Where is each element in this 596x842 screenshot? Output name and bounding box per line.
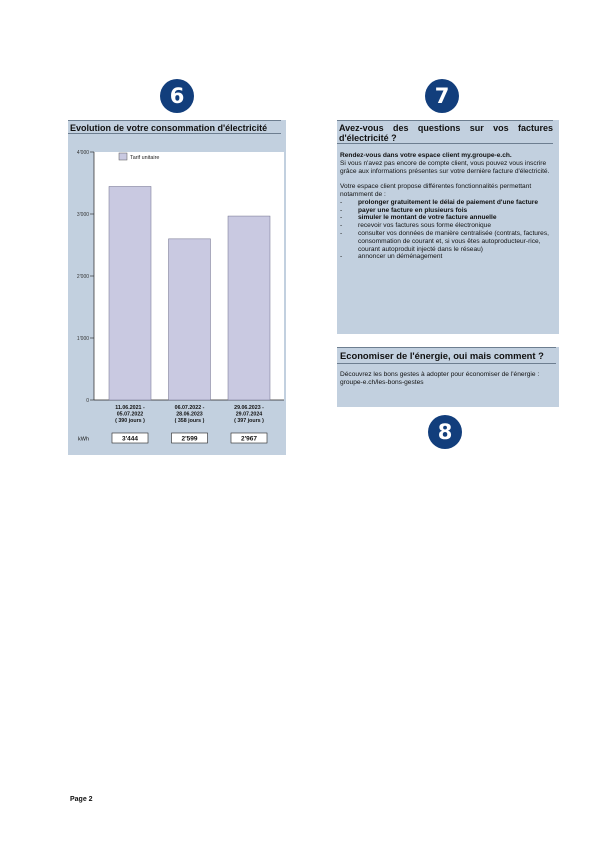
consumption-bar-chart (68, 147, 286, 455)
section-7-badge: 7 (425, 79, 459, 113)
x-tick-label: 11.06.2021 - (115, 405, 145, 411)
feature-item (340, 230, 555, 253)
feature-item (340, 207, 555, 215)
features-intro: Votre espace client propose différentes fonctionnalités permettant notamment de : (340, 183, 532, 198)
bar (228, 216, 270, 400)
questions-body (337, 144, 559, 261)
section-6-badge: 6 (160, 79, 194, 113)
feature-text: payer une facture en plusieurs fois (358, 206, 468, 214)
x-tick-label: ( 358 jours ) (174, 417, 205, 424)
legend-label: Tarif unitaire (130, 155, 160, 161)
energy-panel (337, 347, 559, 407)
feature-text: recevoir vos factures sous forme électronique (358, 222, 492, 230)
x-tick-label: 29.06.2023 - (234, 405, 264, 411)
bar (109, 186, 151, 400)
questions-intro-rest: Si vous n'avez pas encore de compte client, vous pouvez vous inscrire grâce aux informations présentes sur votre dernière facture d'électricité. (340, 159, 550, 175)
consumption-chart-panel (68, 120, 286, 455)
feature-item (340, 199, 555, 207)
x-tick-label: 28.06.2023 (176, 411, 203, 418)
y-tick-label: 4'000 (76, 150, 89, 156)
questions-intro (340, 152, 555, 175)
section-8-badge: 8 (428, 415, 462, 449)
bullet-dash: - (340, 222, 343, 230)
questions-panel-title: Avez-vous des questions sur vos factures d'électricité ? (337, 120, 553, 144)
bullet-dash: - (340, 198, 343, 206)
y-tick-label: 1'000 (76, 336, 89, 342)
bullet-dash: - (340, 253, 343, 261)
legend-swatch (119, 153, 127, 160)
bar (169, 239, 211, 400)
data-label: 2'599 (181, 435, 198, 443)
x-tick-label: 05.07.2022 (116, 411, 144, 418)
page-number: Page 2 (70, 796, 93, 803)
y-tick-label: 0 (86, 398, 89, 404)
feature-text: prolonger gratuitement le délai de paiement d'une facture (358, 198, 538, 206)
bullet-dash: - (340, 229, 343, 237)
y-tick-label: 2'000 (76, 274, 89, 280)
client-portal-link[interactable]: Rendez-vous dans votre espace client my.groupe-e.ch. (340, 152, 512, 159)
unit-label: kWh (78, 436, 89, 443)
feature-text: consulter vos données de manière centralisée (contrats, factures, consommation de courant et, si vous êtes autoproducteur-rice, courant autoproduit injecté dans le réseau) (358, 229, 549, 253)
x-tick-label: 06.07.2022 - (174, 405, 205, 411)
feature-text: simuler le montant de votre facture annuelle (358, 214, 497, 222)
feature-item (340, 222, 555, 230)
bullet-dash: - (340, 206, 343, 214)
feature-text: annoncer un déménagement (358, 253, 443, 261)
energy-panel-title: Economiser de l'énergie, oui mais comment ? (337, 347, 556, 364)
features-list (340, 199, 555, 261)
x-tick-label: ( 397 jours ) (234, 417, 264, 424)
y-tick-label: 3'000 (76, 212, 89, 218)
x-tick-label: 29.07.2024 (235, 411, 263, 418)
questions-panel (337, 120, 559, 334)
bullet-dash: - (340, 214, 343, 222)
energy-text: Découvrez les bons gestes à adopter pour économiser de l'énergie : (340, 371, 540, 378)
x-tick-label: ( 390 jours ) (115, 417, 145, 424)
data-label: 3'444 (121, 435, 139, 443)
energy-link[interactable]: groupe-e.ch/les-bons-gestes (340, 378, 424, 386)
feature-item (340, 253, 555, 261)
energy-body (337, 364, 559, 387)
chart-panel-title: Evolution de votre consommation d'électricité (68, 120, 281, 134)
data-label: 2'967 (240, 435, 258, 443)
feature-item (340, 214, 555, 222)
